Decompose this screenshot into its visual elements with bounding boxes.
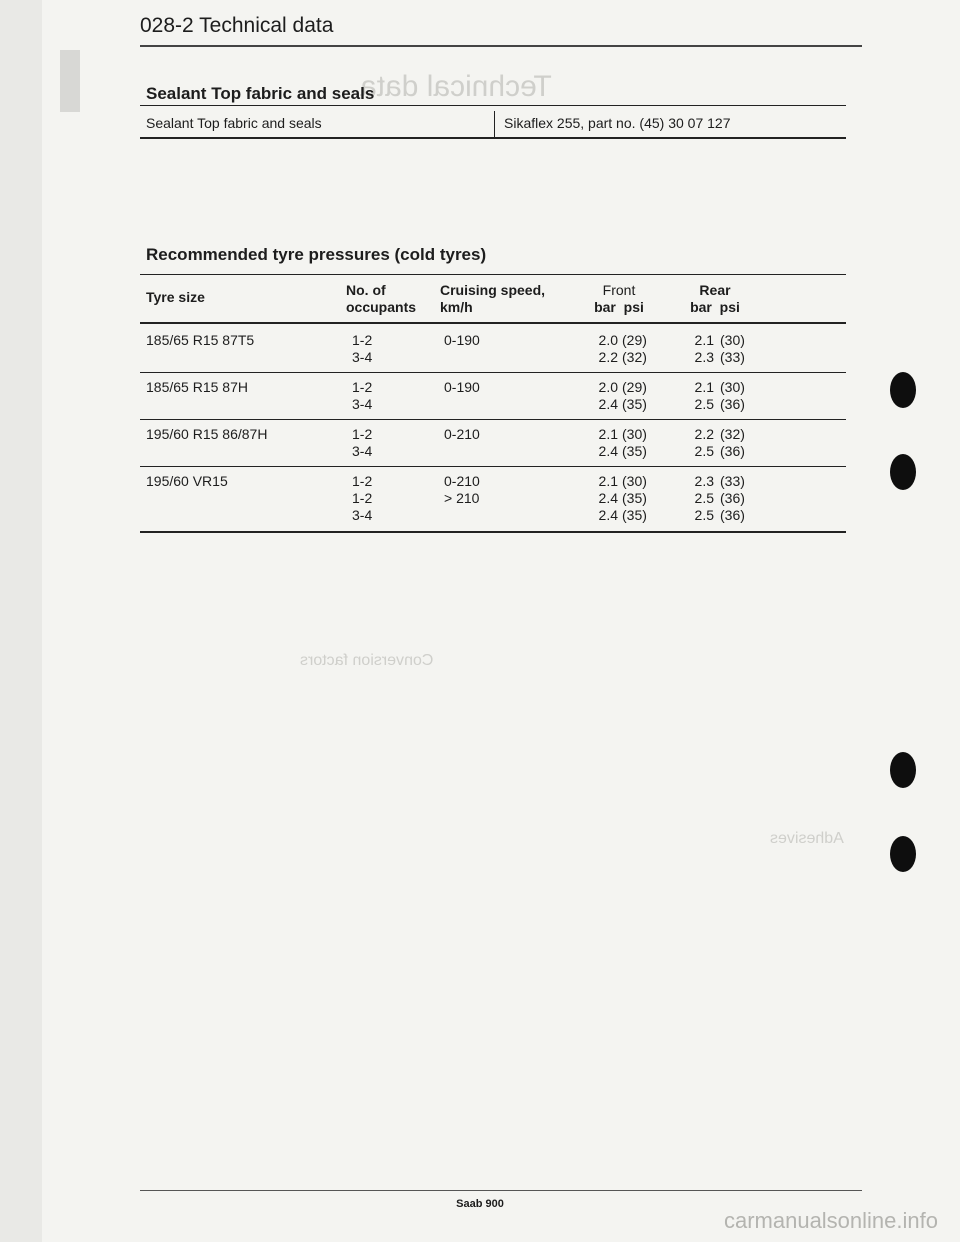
rear-psi-value: (36) — [720, 490, 745, 506]
header-occupants — [346, 282, 416, 316]
occupants-value: 1-2 — [352, 332, 373, 348]
rear-psi-value: (30) — [720, 332, 745, 348]
front-psi-value: (30) — [622, 473, 647, 489]
page-header: 028-2 Technical data — [140, 14, 334, 37]
site-watermark: carmanualsonline.info — [723, 1208, 938, 1233]
speed-value: > 210 — [444, 490, 480, 506]
rear-bar-value: 2.1 — [694, 379, 714, 395]
rear-bar-value: 2.5 — [694, 443, 714, 459]
occupants-value: 1-2 — [352, 379, 373, 395]
front-psi-value: (35) — [622, 507, 647, 523]
rear-bar-value: 2.3 — [694, 473, 714, 489]
header-speed-line: Cruising speed, — [440, 282, 546, 298]
rear-psi-value: (30) — [720, 379, 745, 395]
rear-psi-value: (33) — [720, 473, 745, 489]
rear-bar-value: 2.5 — [694, 490, 714, 506]
front-bar-value: 2.4 — [598, 490, 618, 506]
rear-bar-value: 2.5 — [694, 396, 714, 412]
tyre-size: 185/65 R15 87T5 — [146, 332, 255, 348]
header-speed-line: km/h — [440, 299, 473, 315]
page-tab-marker — [60, 50, 80, 112]
column-divider — [494, 111, 495, 137]
header-rear — [682, 282, 748, 316]
speed-value: 0-190 — [444, 379, 480, 395]
occupants-value: 3-4 — [352, 349, 373, 365]
binder-hole — [890, 836, 916, 872]
front-bar-value: 2.2 — [598, 349, 618, 365]
rear-psi-value: (36) — [720, 396, 745, 412]
tyre-size: 185/65 R15 87H — [146, 379, 248, 395]
front-bar-value: 2.0 — [598, 379, 618, 395]
row-divider — [140, 419, 846, 420]
sealant-row — [146, 113, 846, 135]
occupants-value: 1-2 — [352, 490, 373, 506]
header-rule — [140, 45, 862, 47]
front-psi-value: (35) — [622, 396, 647, 412]
footer-rule — [140, 1190, 862, 1191]
sealant-bottom-rule — [140, 137, 846, 139]
tyre-bottom-rule — [140, 531, 846, 533]
rear-bar-value: 2.1 — [694, 332, 714, 348]
sealant-item: Sealant Top fabric and seals — [146, 115, 322, 131]
front-bar-value: 2.4 — [598, 507, 618, 523]
front-bar-value: 2.4 — [598, 443, 618, 459]
sealant-top-rule — [140, 105, 846, 106]
rear-psi-value: (33) — [720, 349, 745, 365]
speed-value: 0-210 — [444, 426, 480, 442]
rear-psi-value: (36) — [720, 443, 745, 459]
front-psi-value: (32) — [622, 349, 647, 365]
occupants-value: 3-4 — [352, 396, 373, 412]
header-occupants-line: No. of — [346, 282, 386, 298]
sealant-section-title: Sealant Top fabric and seals — [146, 84, 375, 103]
sealant-value: Sikaflex 255, part no. (45) 30 07 127 — [504, 115, 731, 131]
occupants-value: 1-2 — [352, 426, 373, 442]
speed-value: 0-210 — [444, 473, 480, 489]
page-footer: Saab 900 — [456, 1198, 504, 1210]
bleed-through-text: Adhesives — [770, 830, 844, 847]
front-bar-value: 2.1 — [598, 426, 618, 442]
row-divider — [140, 372, 846, 373]
tyre-top-rule — [140, 274, 846, 275]
row-divider — [140, 466, 846, 467]
tyre-size: 195/60 R15 86/87H — [146, 426, 268, 442]
front-bar-value: 2.0 — [598, 332, 618, 348]
bleed-through-text: Conversion factors — [300, 652, 434, 669]
rear-bar-value: 2.3 — [694, 349, 714, 365]
speed-value: 0-190 — [444, 332, 480, 348]
front-bar-value: 2.4 — [598, 396, 618, 412]
tyre-section-title: Recommended tyre pressures (cold tyres) — [146, 245, 487, 264]
header-tyre-size: Tyre size — [146, 289, 205, 305]
occupants-value: 1-2 — [352, 473, 373, 489]
front-psi-value: (29) — [622, 379, 647, 395]
tyre-size: 195/60 VR15 — [146, 473, 228, 489]
tyre-header-rule — [140, 322, 846, 324]
rear-bar-value: 2.2 — [694, 426, 714, 442]
front-psi-value: (29) — [622, 332, 647, 348]
rear-psi-value: (36) — [720, 507, 745, 523]
occupants-value: 3-4 — [352, 443, 373, 459]
front-psi-value: (35) — [622, 490, 647, 506]
rear-bar-value: 2.5 — [694, 507, 714, 523]
header-speed — [440, 282, 545, 316]
binder-hole — [890, 372, 916, 408]
binder-hole — [890, 752, 916, 788]
header-occupants-line: occupants — [346, 299, 417, 315]
binder-hole — [890, 454, 916, 490]
occupants-value: 3-4 — [352, 507, 373, 523]
page-edge-strip — [0, 0, 42, 1242]
header-front-units: bar psi — [594, 299, 644, 315]
rear-psi-value: (32) — [720, 426, 745, 442]
front-psi-value: (35) — [622, 443, 647, 459]
header-front-line: Front — [602, 282, 636, 298]
bleed-through-text: Technical data — [360, 70, 552, 103]
header-front — [586, 282, 652, 316]
header-rear-units: bar psi — [690, 299, 740, 315]
header-rear-line: Rear — [699, 282, 731, 298]
front-psi-value: (30) — [622, 426, 647, 442]
front-bar-value: 2.1 — [598, 473, 618, 489]
